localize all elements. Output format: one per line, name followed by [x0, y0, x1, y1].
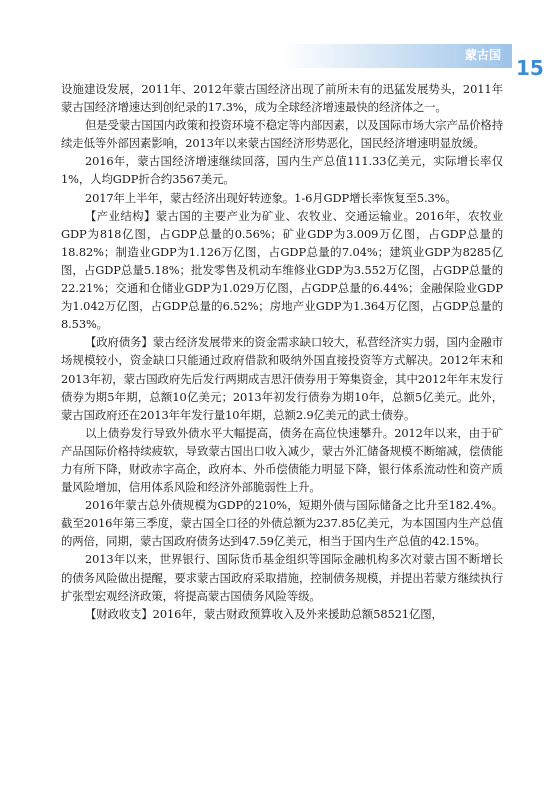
paragraph-industry-structure: 【产业结构】蒙古国的主要产业为矿业、农牧业、交通运输业。2016年，农牧业GDP为818亿图，占GDP总量的0.56%；矿业GDP为3.009万亿图，占GDP总量的18.82%；制造业GDP为1.126万亿图，占GDP总量的7.04%；建筑业GDP为8285亿图，占GDP总量5.18%；批发零售及机动车维修业GDP为3.552万亿图，占GDP总量的22.21%；交通和仓储业GDP为1.029万亿图，占GDP总量的6.44%；金融保险业GDP为1.042万亿图，占GDP总量的6.52%；房地产业GDP为1.364万亿图，占GDP总量的8.53%。	[61, 208, 503, 332]
body-text	[61, 80, 503, 623]
page-number: 15	[516, 56, 544, 80]
paragraph-2: 但是受蒙古国国内政策和投资环境不稳定等内部因素，以及国际市场大宗产品价格持续走低等外部因素影响，2013年以来蒙古国经济形势恶化，国民经济增速明显放缓。	[61, 118, 503, 151]
paragraph-external-debt: 2016年蒙古总外债规模为GDP的210%，短期外债与国际储备之比升至182.4%。截至2016年第三季度，蒙古国全口径的外债总额为237.85亿美元，为本国国内生产总值的两倍，同期，蒙古国政府债务达到47.59亿美元，相当于国内生产总值的42.15%。	[61, 498, 503, 549]
paragraph-debt-rise: 以上债券发行导致外债水平大幅提高，债务在高位快速攀升。2012年以来，由于矿产品国际价格持续疲软，导致蒙古国出口收入减少，蒙古外汇储备规模不断缩减，偿债能力有所下降，财政赤字高企，政府本、外币偿债能力明显下降，银行体系流动性和资产质量风险增加，信用体系风险和经济外部脆弱性上升。	[61, 425, 503, 495]
paragraph-fiscal: 【财政收支】2016年，蒙古财政预算收入及外来援助总额58521亿图，	[84, 606, 443, 621]
header-country-label: 蒙古国	[464, 48, 501, 62]
paragraph-1: 设施建设发展，2011年、2012年蒙古国经济出现了前所未有的迅猛发展势头，2011年蒙古国经济增速达到创纪录的17.3%，成为全球经济增速最快的经济体之一。	[61, 82, 503, 115]
paragraph-4: 2017年上半年，蒙古经济出现好转迹象。1-6月GDP增长率恢复至5.3%。	[84, 190, 457, 205]
header-bar	[0, 44, 512, 68]
paragraph-3: 2016年，蒙古国经济增速继续回落，国内生产总值111.33亿美元，实际增长率仅1%，人均GDP折合约3567美元。	[61, 154, 503, 187]
paragraph-imf-warning: 2013年以来，世界银行、国际货币基金组织等国际金融机构多次对蒙古国不断增长的债务风险做出提醒，要求蒙古国政府采取措施，控制债务规模，并提出若蒙方继续执行扩张型宏观经济政策，将提高蒙古国债务风险等级。	[61, 552, 503, 603]
paragraph-government-debt: 【政府债务】蒙古经济发展带来的资金需求缺口较大，私营经济实力弱，国内金融市场规模较小，资金缺口只能通过政府借款和吸纳外国直接投资等方式解决。2012年末和2013年初，蒙古国政府先后发行两期成吉思汗债券用于筹集资金，其中2012年年末发行债券为期5年期，总额10亿美元；2013年初发行债券为期10年，总额5亿美元。此外，蒙古国政府还在2013年年发行量10年期，总额2.9亿美元的武士债券。	[61, 335, 503, 422]
